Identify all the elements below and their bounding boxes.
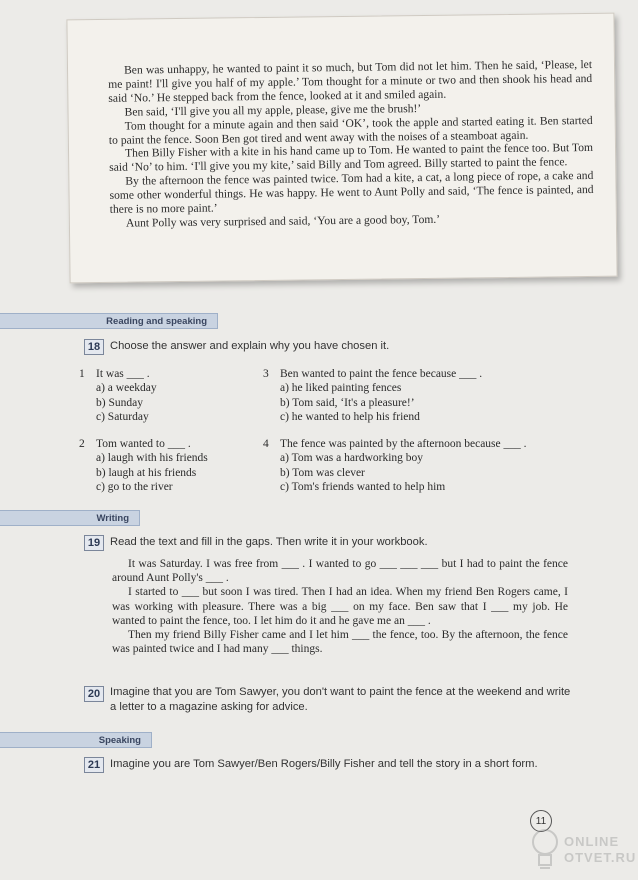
task-number-badge: 18 — [84, 339, 104, 355]
task-instruction: Read the text and fill in the gaps. Then write it in your workbook. — [110, 536, 428, 548]
gap-fill-text — [112, 557, 568, 656]
question-number: 3 — [263, 368, 269, 380]
task-number-badge: 19 — [84, 535, 104, 551]
story-paragraph: Then Billy Fisher with a kite in his hand came up to Tom. He wanted to paint the fence too. But Tom said ‘No’ to him. ‘I'll give you my kite,’ said Billy and Tom agreed. Billy started to paint the fence. — [109, 141, 594, 175]
lightbulb-icon — [528, 826, 562, 872]
question-number: 4 — [263, 438, 269, 450]
task-instruction: Imagine that you are Tom Sawyer, you don't want to paint the fence at the weekend and write a letter to a magazine asking for advice. — [110, 686, 571, 713]
answer-option: c) Saturday — [96, 410, 149, 423]
story-paragraph: Aunt Polly was very surprised and said, ‘You are a good boy, Tom.’ — [125, 212, 441, 230]
section-header-label: Speaking — [98, 734, 141, 746]
question-stem: It was ___ . — [96, 368, 150, 380]
task-instruction: Imagine you are Tom Sawyer/Ben Rogers/Billy Fisher and tell the story in a short form. — [110, 758, 538, 770]
answer-option: b) laugh at his friends — [96, 466, 197, 479]
answer-option: b) Tom was clever — [280, 466, 365, 479]
question-stem: Ben wanted to paint the fence because ___ . — [280, 368, 483, 380]
answer-option: a) laugh with his friends — [96, 452, 208, 465]
page-number: 11 — [530, 810, 552, 832]
section-header-writing — [0, 510, 140, 526]
gap-fill-paragraph: I started to ___ but soon I was tired. Then I had an idea. When my friend Ben Rogers came, I was working with pleasure. There was a big ___ on my face. Ben saw that I ___ my job. He wanted to paint the fence, too. I let him do it and he gave me an ___ . — [112, 586, 568, 627]
answer-option: a) a weekday — [96, 382, 157, 395]
section-header-label: Reading and speaking — [106, 315, 207, 327]
story-paragraph: Tom thought for a minute again and then said ‘OK’, took the apple and started eating it. Ben started to paint the fence. Soon Ben got tired and went away with the noises of a steamboat again. — [108, 113, 593, 147]
gap-fill-paragraph: It was Saturday. I was free from ___ . I wanted to go ___ ___ ___ but I had to paint the fence around Aunt Polly's ___ . — [112, 558, 568, 585]
answer-option: b) Tom said, ‘It's a pleasure!’ — [280, 396, 415, 409]
answer-option: c) he wanted to help his friend — [280, 410, 420, 423]
answer-option: a) he liked painting fences — [280, 382, 402, 395]
story-paragraph: Ben said, ‘I'll give you all my apple, please, give me the brush!’ — [124, 101, 422, 119]
question-1 — [79, 367, 246, 424]
story-paragraph: By the afternoon the fence was painted twice. Tom had a kite, a cat, a long piece of rope, a cake and some other wonderful things. He was happy. He went to Aunt Polly and said, ‘The fence is painted, and there is no more paint.’ — [109, 169, 594, 216]
question-4 — [263, 437, 580, 494]
answer-option: b) Sunday — [96, 396, 143, 409]
question-stem: The fence was painted by the afternoon because ___ . — [280, 438, 527, 450]
task-number-badge: 20 — [84, 686, 104, 702]
answer-option: c) Tom's friends wanted to help him — [280, 480, 446, 493]
question-number: 2 — [79, 438, 85, 450]
question-2 — [79, 437, 266, 494]
question-number: 1 — [79, 368, 85, 380]
answer-option: c) go to the river — [96, 480, 173, 493]
story-box — [66, 13, 617, 284]
answer-option: a) Tom was a hardworking boy — [280, 452, 424, 465]
question-3 — [263, 367, 580, 424]
gap-fill-paragraph: Then my friend Billy Fisher came and I let him ___ the fence, too. By the afternoon, the fence was painted twice and I had many ___ things. — [112, 629, 568, 656]
section-header-label: Writing — [96, 512, 129, 524]
question-stem: Tom wanted to ___ . — [96, 438, 191, 450]
watermark-line1: ONLINE — [564, 834, 620, 849]
section-header-speaking — [0, 732, 152, 748]
section-header-reading — [0, 313, 218, 329]
story-paragraph: Ben was unhappy, he wanted to paint it so much, but Tom did not let him. Then he said, ‘Please, let me paint! I'll give you half of my apple.’ Tom thought for a minute or two and then shook his head and said ‘No.’ He stepped back from the fence, looked at it and smiled again. — [108, 57, 593, 105]
task-number-badge: 21 — [84, 757, 104, 773]
watermark-line2: OTVET.RU — [564, 850, 637, 865]
watermark — [528, 826, 638, 880]
task-instruction: Choose the answer and explain why you have chosen it. — [110, 340, 390, 352]
